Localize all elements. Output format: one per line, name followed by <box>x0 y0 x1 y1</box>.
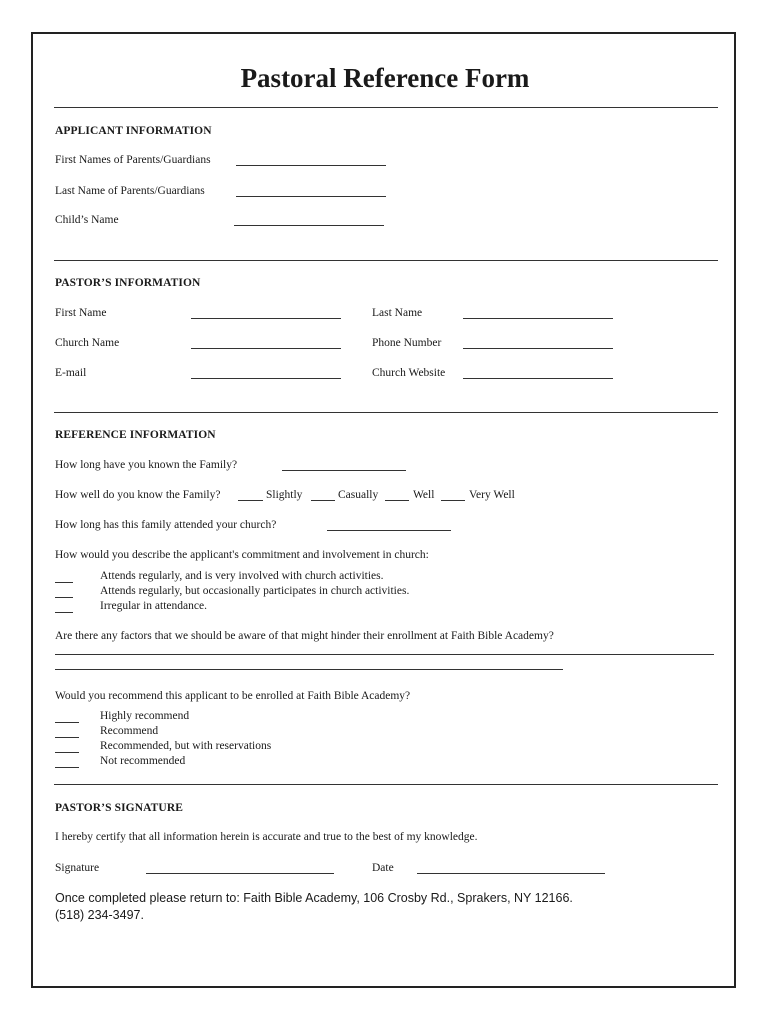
pastor-first-name-field[interactable] <box>191 318 341 319</box>
date-label: Date <box>372 862 394 874</box>
first-names-field[interactable] <box>236 165 386 166</box>
attended-question: How long has this family attended your church? <box>55 519 277 531</box>
phone-number-label: Phone Number <box>372 337 442 349</box>
last-name-label: Last Name of Parents/Guardians <box>55 185 205 197</box>
reference-section-heading: REFERENCE INFORMATION <box>55 429 216 441</box>
date-field[interactable] <box>417 873 605 874</box>
child-name-label: Child’s Name <box>55 214 119 226</box>
email-label: E-mail <box>55 367 87 379</box>
pastor-divider <box>54 412 718 413</box>
factors-question: Are there any factors that we should be aware of that might hinder their enrollment at Faith Bible Academy? <box>55 630 554 642</box>
recommend-option-1: Highly recommend <box>100 710 190 722</box>
email-field[interactable] <box>191 378 341 379</box>
commitment-checkbox-3[interactable] <box>55 612 73 613</box>
recommend-checkbox-1[interactable] <box>55 722 79 723</box>
certify-statement: I hereby certify that all information herein is accurate and true to the best of my knowledge. <box>55 831 478 843</box>
commitment-option-1: Attends regularly, and is very involved with church activities. <box>100 570 384 582</box>
last-name-field[interactable] <box>236 196 386 197</box>
commitment-option-2: Attends regularly, but occasionally participates in church activities. <box>100 585 410 597</box>
church-name-field[interactable] <box>191 348 341 349</box>
known-long-field[interactable] <box>282 470 406 471</box>
commitment-question: How would you describe the applicant's commitment and involvement in church: <box>55 549 429 561</box>
recommend-checkbox-3[interactable] <box>55 752 79 753</box>
church-name-label: Church Name <box>55 337 120 349</box>
commitment-option-3: Irregular in attendance. <box>100 600 207 612</box>
phone-number-field[interactable] <box>463 348 613 349</box>
pastor-last-name-label: Last Name <box>372 307 423 319</box>
recommend-checkbox-4[interactable] <box>55 767 79 768</box>
church-website-label: Church Website <box>372 367 446 379</box>
very-well-checkbox[interactable] <box>441 500 465 501</box>
well-checkbox[interactable] <box>385 500 409 501</box>
applicant-divider <box>54 260 718 261</box>
known-well-question: How well do you know the Family? <box>55 489 221 501</box>
signature-field[interactable] <box>146 873 334 874</box>
recommend-option-4: Not recommended <box>100 755 186 767</box>
signature-label: Signature <box>55 862 100 874</box>
factors-answer-line-1[interactable] <box>55 654 714 655</box>
known-long-question: How long have you known the Family? <box>55 459 238 471</box>
return-instructions: Once completed please return to: Faith Bible Academy, 106 Crosby Rd., Sprakers, NY 12166. <box>55 891 573 905</box>
pastor-section-heading: PASTOR’S INFORMATION <box>55 277 201 289</box>
child-name-field[interactable] <box>234 225 384 226</box>
first-names-label: First Names of Parents/Guardians <box>55 154 211 166</box>
pastor-last-name-field[interactable] <box>463 318 613 319</box>
casually-checkbox[interactable] <box>311 500 335 501</box>
return-phone: (518) 234-3497. <box>55 908 144 922</box>
pastor-first-name-label: First Name <box>55 307 107 319</box>
form-title: Pastoral Reference Form <box>240 63 530 93</box>
form-border <box>31 32 736 988</box>
casually-option: Casually <box>338 489 379 501</box>
recommend-option-3: Recommended, but with reservations <box>100 740 272 752</box>
church-website-field[interactable] <box>463 378 613 379</box>
slightly-checkbox[interactable] <box>238 500 263 501</box>
attended-field[interactable] <box>327 530 451 531</box>
commitment-checkbox-1[interactable] <box>55 582 73 583</box>
commitment-checkbox-2[interactable] <box>55 597 73 598</box>
title-divider <box>54 107 718 108</box>
factors-answer-line-2[interactable] <box>55 669 563 670</box>
recommend-checkbox-2[interactable] <box>55 737 79 738</box>
recommend-question: Would you recommend this applicant to be enrolled at Faith Bible Academy? <box>55 690 411 702</box>
well-option: Well <box>413 489 435 501</box>
recommend-option-2: Recommend <box>100 725 159 737</box>
signature-section-heading: PASTOR’S SIGNATURE <box>55 802 184 814</box>
reference-divider <box>54 784 718 785</box>
very-well-option: Very Well <box>469 489 515 501</box>
applicant-section-heading: APPLICANT INFORMATION <box>55 125 212 137</box>
slightly-option: Slightly <box>266 489 303 501</box>
